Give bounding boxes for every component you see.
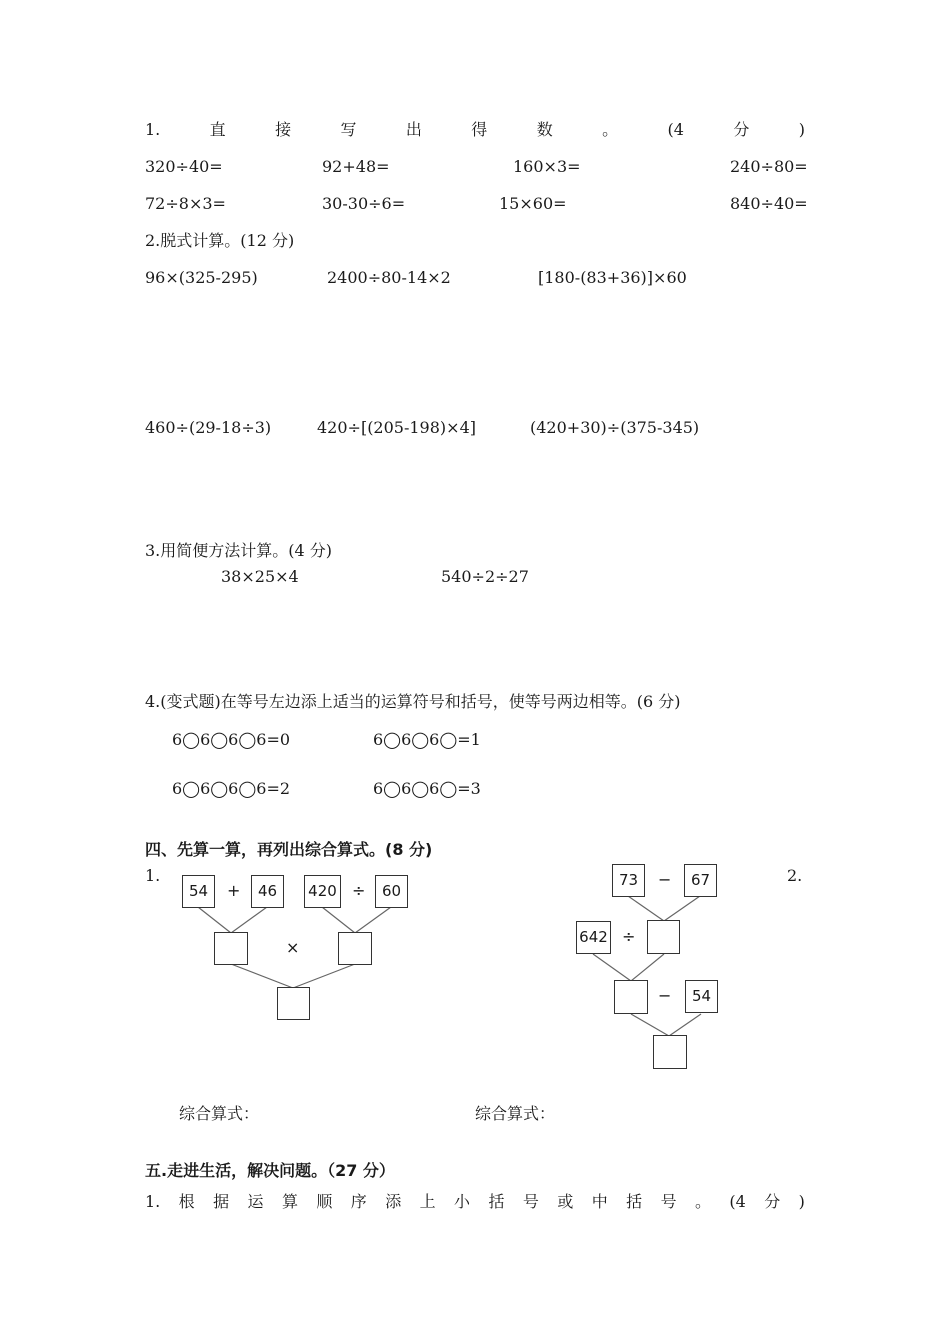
section5-q1-char: 括 bbox=[626, 1192, 643, 1211]
diagram1-answer-box[interactable] bbox=[214, 932, 248, 965]
section5-q1-char: 算 bbox=[281, 1192, 298, 1211]
q1-title-char: 分 bbox=[733, 120, 750, 139]
diagram2-box-d: 54 bbox=[685, 980, 718, 1013]
section5-q1 bbox=[145, 1192, 805, 1212]
q1-title-char: 直 bbox=[209, 120, 226, 139]
section5-q1-char: 上 bbox=[419, 1192, 436, 1211]
q1-item: 30-30÷6= bbox=[322, 194, 406, 213]
q2-title: 2.脱式计算。(12 分) bbox=[145, 231, 295, 250]
diagram1-box-c: 420 bbox=[304, 875, 341, 908]
diagram1-answer-box[interactable] bbox=[338, 932, 372, 965]
diagram1-box-d: 60 bbox=[375, 875, 408, 908]
q4-item: 6◯6◯6◯6=2 bbox=[172, 779, 291, 798]
section5-q1-char: 据 bbox=[213, 1192, 230, 1211]
section5-q1-char: 小 bbox=[454, 1192, 471, 1211]
diagram2-box-c: 642 bbox=[576, 921, 611, 954]
section5-q1-char: 添 bbox=[385, 1192, 402, 1211]
q1-title-char: 1. bbox=[145, 120, 161, 139]
q1-title-char: 数 bbox=[536, 120, 553, 139]
q1-item: 320÷40= bbox=[145, 157, 223, 176]
q1-item: 92+48= bbox=[322, 157, 390, 176]
diagram1-op-plus: + bbox=[227, 881, 241, 900]
diagram2-box-b: 67 bbox=[684, 864, 717, 897]
q2-item: 2400÷80-14×2 bbox=[327, 268, 451, 287]
q2-item: 420÷[(205-198)×4] bbox=[317, 418, 476, 437]
section5-q1-char: (4 bbox=[729, 1192, 746, 1211]
q2-item: 460÷(29-18÷3) bbox=[145, 418, 272, 437]
q1-title-char: 接 bbox=[275, 120, 292, 139]
section5-q1-char: 运 bbox=[247, 1192, 264, 1211]
formula-label: 综合算式： bbox=[179, 1104, 260, 1123]
section5-q1-char: 1. bbox=[145, 1192, 161, 1211]
diagram2-op-divide: ÷ bbox=[622, 927, 636, 946]
section5-q1-char: 分 bbox=[764, 1192, 781, 1211]
q1-title-char: (4 bbox=[667, 120, 684, 139]
q3-item: 38×25×4 bbox=[221, 567, 299, 586]
q1-item: 840÷40= bbox=[730, 194, 808, 213]
diagram1-op-divide: ÷ bbox=[352, 881, 366, 900]
section5-q1-char: 或 bbox=[557, 1192, 574, 1211]
section4-heading: 四、先算一算，再列出综合算式。(8 分) bbox=[145, 840, 433, 859]
diagram2-answer-box[interactable] bbox=[647, 920, 680, 954]
section5-q1-char: 号 bbox=[660, 1192, 677, 1211]
q2-item: (420+30)÷(375-345) bbox=[530, 418, 700, 437]
formula-label: 综合算式： bbox=[475, 1104, 556, 1123]
q1-item: 72÷8×3= bbox=[145, 194, 226, 213]
q1-title-char: ) bbox=[798, 120, 805, 139]
q2-item: [180-(83+36)]×60 bbox=[538, 268, 687, 287]
section4-num-2: 2. bbox=[787, 866, 803, 885]
q1-item: 160×3= bbox=[513, 157, 581, 176]
diagram2-box-a: 73 bbox=[612, 864, 645, 897]
diagram1-op-multiply: × bbox=[286, 938, 300, 957]
q1-title-char: 出 bbox=[405, 120, 422, 139]
section5-q1-char: 。 bbox=[695, 1192, 712, 1211]
section5-q1-char: 号 bbox=[522, 1192, 539, 1211]
section5-q1-char: 序 bbox=[350, 1192, 367, 1211]
q1-item: 15×60= bbox=[499, 194, 567, 213]
diagram1-box-b: 46 bbox=[251, 875, 284, 908]
diagram2-op-minus: − bbox=[658, 986, 672, 1005]
q1-title-char: 写 bbox=[340, 120, 357, 139]
section5-heading: 五.走进生活，解决问题。（27 分） bbox=[145, 1161, 395, 1180]
q1-item: 240÷80= bbox=[730, 157, 808, 176]
q3-item: 540÷2÷27 bbox=[441, 567, 529, 586]
section5-q1-char: 中 bbox=[591, 1192, 608, 1211]
diagram2-op-minus: − bbox=[658, 870, 672, 889]
section5-q1-char: 顺 bbox=[316, 1192, 333, 1211]
section4-num-1: 1. bbox=[145, 866, 161, 885]
q2-item: 96×(325-295) bbox=[145, 268, 258, 287]
section5-q1-char: 根 bbox=[178, 1192, 195, 1211]
section5-q1-char: ) bbox=[798, 1192, 805, 1211]
section5-q1-char: 括 bbox=[488, 1192, 505, 1211]
diagram2-result-box[interactable] bbox=[653, 1035, 687, 1069]
q1-title-char: 得 bbox=[471, 120, 488, 139]
q3-title: 3.用简便方法计算。(4 分) bbox=[145, 541, 333, 560]
q4-item: 6◯6◯6◯=1 bbox=[373, 730, 481, 749]
diagram1-result-box[interactable] bbox=[277, 987, 310, 1020]
q4-item: 6◯6◯6◯6=0 bbox=[172, 730, 291, 749]
q4-item: 6◯6◯6◯=3 bbox=[373, 779, 481, 798]
diagram2-answer-box[interactable] bbox=[614, 980, 648, 1014]
q4-title: 4.(变式题)在等号左边添上适当的运算符号和括号，使等号两边相等。(6 分) bbox=[145, 692, 681, 711]
q1-title-char: 。 bbox=[602, 120, 619, 139]
diagram1-box-a: 54 bbox=[182, 875, 215, 908]
